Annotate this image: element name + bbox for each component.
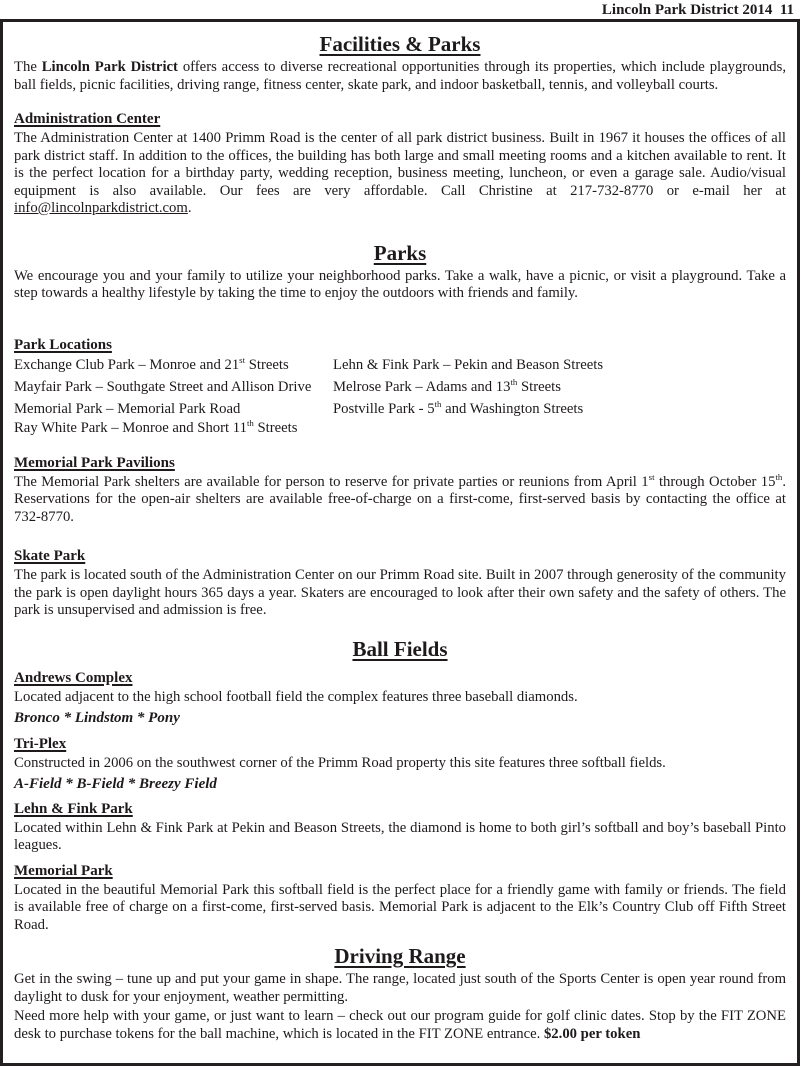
text-segment: . [187,200,192,216]
facilities-intro-paragraph [14,59,786,94]
tri-plex-heading: Tri-Plex [14,735,67,752]
parks-paragraph: We encourage you and your family to utilize your neighborhood parks. Take a walk, have a picnic, or visit a playground. Take a step towards a healthy lifestyle by taking the time to enjoy the outdoors with friends and family. [14,267,786,301]
administration-center-paragraph [14,130,786,218]
district-name-bold: Lincoln Park District [41,59,178,75]
park-location-item [14,420,786,438]
skate-park-paragraph: The park is located south of the Administration Center on our Primm Road site. Built in 2007 through generosity of the community the park is open daylight hours 365 days a year. Skaters are encouraged to look after their own safety and the safety of others. The park is unsupervised and admission is free. [14,567,786,618]
text-segment: st [239,354,246,365]
text-segment: Streets [253,420,298,436]
text-segment: st [648,471,655,482]
parks-title: Parks [373,240,427,265]
text-segment: Need more help with your game, or just want to learn – check out our program guide for golf clinic dates. Stop by the FIT ZONE desk to purchase tokens for the ball machine, which is located in the FIT ZONE entrance. [14,1008,786,1042]
text-segment: through October 15 [654,473,776,490]
ball-fields-title: Ball Fields [352,636,448,661]
facilities-parks-title: Facilities & Parks [319,32,481,56]
memorial-park-pavilions-heading: Memorial Park Pavilions [14,454,175,471]
text-segment: Ray White Park – Monroe and Short 11 [14,420,247,436]
andrews-complex-heading: Andrews Complex [14,669,133,686]
text-segment: Postville Park - 5 [333,400,435,417]
tri-plex-paragraph: Constructed in 2006 on the southwest corner of the Primm Road property this site features three softball fields. [14,754,666,771]
text-segment: The [14,59,42,75]
park-locations-heading: Park Locations [14,336,112,353]
text-segment: th [246,418,254,429]
driving-range-title: Driving Range [334,944,466,968]
token-price: $2.00 per token [543,1025,641,1042]
park-location-item [333,376,786,397]
tri-plex-fields: A-Field * B-Field * Breezy Field [14,776,217,792]
page-header: Lincoln Park District 2014 11 [601,2,794,18]
text-segment: Exchange Club Park – Monroe and 21 [14,356,240,373]
memorial-park-heading: Memorial Park [14,862,113,879]
text-segment: offers access to diverse recreational opportunities through its properties, which include playgrounds, ball fields, picnic facilities, driving range, fitness center, skate park, and indoor basketball, tennis, and volleyball courts. [14,59,786,93]
email-link[interactable]: info@lincolnparkdistrict.com [14,200,188,216]
text-segment: Streets [245,356,289,373]
text-segment: The Administration Center at 1400 Primm Road is the center of all park district business. Built in 1967 it houses the offices of all park district staff. In addition to the offices, the building has both large and small meeting rooms and a kitchen available to rent. It is the perfect location for a birthday party, wedding reception, business meeting, luncheon, or even a garage sale. Audio/visual equipment is also available. Our fees are very affordable. Call Christine at 217-732-8770 or e-mail her at [14,130,786,199]
skate-park-heading: Skate Park [14,548,86,564]
andrews-complex-fields: Bronco * Lindstom * Pony [14,710,180,726]
memorial-park-paragraph: Located in the beautiful Memorial Park this softball field is the perfect place for a friendly game with family or friends. The field is available free of charge on a first-come, first-served basis. Memorial Park is adjacent to the Elk’s Country Club off Fifth Street Road. [14,881,786,933]
driving-range-paragraph-1: Get in the swing – tune up and put your game in shape. The range, located just south of the Sports Center is open year round from daylight to dusk for your enjoyment, weather permitting. [14,971,786,1005]
text-segment: Mayfair Park – Southgate Street and Allison Drive [14,378,312,395]
text-segment: th [775,471,783,482]
lehn-fink-park-paragraph: Located within Lehn & Fink Park at Pekin and Beason Streets, the diamond is home to both girl’s softball and boy’s baseball Pinto leagues. [14,819,786,853]
park-location-item [333,357,786,375]
park-location-item [333,398,786,419]
park-location-item [14,379,333,397]
text-segment: . Reservations for the open-air shelters are available free-of-charge on a first-come, first-served basis by contacting the office at 732-8770. [14,473,786,525]
text-segment: Melrose Park – Adams and 13 [333,378,511,395]
text-segment: The Memorial Park shelters are available for person to reserve for private parties or reunions from April 1 [14,473,649,490]
text-segment: Memorial Park – Memorial Park Road [14,400,241,417]
andrews-complex-paragraph: Located adjacent to the high school football field the complex features three baseball diamonds. [14,688,578,705]
content-border-box [0,19,800,1066]
park-location-item [14,401,333,419]
text-segment: Lehn & Fink Park – Pekin and Beason Streets [333,356,604,373]
memorial-park-pavilions-paragraph [14,471,786,527]
lehn-fink-park-heading: Lehn & Fink Park [14,800,133,817]
driving-range-paragraph-2 [14,1008,786,1043]
park-location-item [14,354,333,375]
text-segment: Streets [517,378,561,395]
text-segment: th [510,376,518,387]
park-locations-list [14,354,786,419]
text-segment: and Washington Streets [441,400,584,417]
text-segment: th [434,398,442,409]
administration-center-heading: Administration Center [14,111,161,127]
